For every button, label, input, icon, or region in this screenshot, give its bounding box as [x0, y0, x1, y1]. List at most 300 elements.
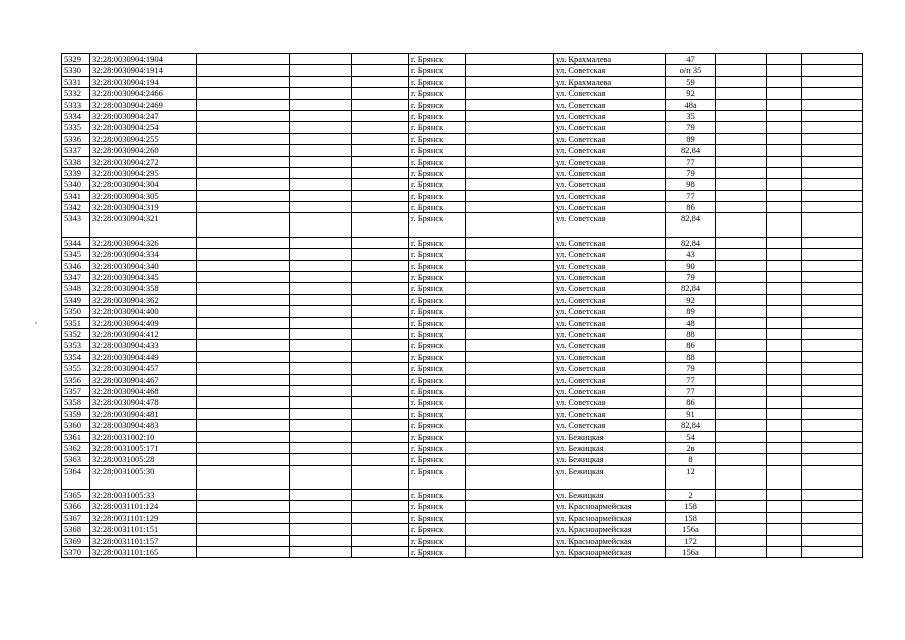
table-row — [62, 272, 863, 283]
empty-cell — [290, 179, 352, 190]
city-cell: г. Брянск — [409, 54, 466, 65]
empty-cell — [716, 54, 767, 65]
house-number-cell: 82,84 — [666, 237, 716, 248]
empty-cell — [197, 237, 290, 248]
empty-cell — [716, 260, 767, 271]
table-row — [62, 249, 863, 260]
empty-cell — [290, 156, 352, 167]
street-cell: ул. Советская — [554, 99, 666, 110]
empty-cell — [716, 122, 767, 133]
empty-cell — [802, 454, 863, 465]
empty-cell — [290, 328, 352, 339]
empty-cell — [352, 306, 409, 317]
empty-cell — [290, 442, 352, 453]
empty-cell — [767, 213, 802, 237]
empty-cell — [197, 54, 290, 65]
empty-cell — [466, 260, 554, 271]
empty-cell — [802, 524, 863, 535]
house-number-cell: 77 — [666, 156, 716, 167]
row-number-cell: 5350 — [62, 306, 90, 317]
street-cell: ул. Советская — [554, 213, 666, 237]
house-number-cell: 89 — [666, 306, 716, 317]
empty-cell — [802, 260, 863, 271]
house-number-cell: 172 — [666, 535, 716, 546]
cadastral-number-cell: 32:28:0030904:449 — [90, 351, 197, 362]
empty-cell — [802, 190, 863, 201]
empty-cell — [802, 363, 863, 374]
empty-cell — [466, 99, 554, 110]
table-row — [62, 294, 863, 305]
empty-cell — [466, 465, 554, 489]
empty-cell — [466, 110, 554, 121]
table-row — [62, 237, 863, 248]
empty-cell — [466, 283, 554, 294]
street-cell: ул. Советская — [554, 328, 666, 339]
table-row — [62, 454, 863, 465]
empty-cell — [290, 99, 352, 110]
empty-cell — [716, 213, 767, 237]
empty-cell — [197, 454, 290, 465]
empty-cell — [290, 294, 352, 305]
empty-cell — [290, 145, 352, 156]
house-number-cell: 77 — [666, 190, 716, 201]
row-number-cell: 5368 — [62, 524, 90, 535]
empty-cell — [197, 328, 290, 339]
house-number-cell: 77 — [666, 385, 716, 396]
empty-cell — [290, 535, 352, 546]
city-cell: г. Брянск — [409, 122, 466, 133]
empty-cell — [767, 156, 802, 167]
empty-cell — [466, 54, 554, 65]
empty-cell — [466, 524, 554, 535]
empty-cell — [290, 351, 352, 362]
city-cell: г. Брянск — [409, 76, 466, 87]
empty-cell — [767, 202, 802, 213]
empty-cell — [802, 110, 863, 121]
house-number-cell: 79 — [666, 167, 716, 178]
row-number-cell: 5361 — [62, 431, 90, 442]
empty-cell — [352, 156, 409, 167]
empty-cell — [466, 237, 554, 248]
table-row — [62, 110, 863, 121]
empty-cell — [197, 535, 290, 546]
cadastral-number-cell: 32:28:0031101:157 — [90, 535, 197, 546]
table-row — [62, 260, 863, 271]
street-cell: ул. Советская — [554, 408, 666, 419]
empty-cell — [767, 260, 802, 271]
empty-cell — [767, 442, 802, 453]
empty-cell — [352, 490, 409, 501]
city-cell: г. Брянск — [409, 133, 466, 144]
house-number-cell: 48а — [666, 99, 716, 110]
city-cell: г. Брянск — [409, 167, 466, 178]
empty-cell — [767, 317, 802, 328]
street-cell: ул. Советская — [554, 190, 666, 201]
empty-cell — [197, 408, 290, 419]
empty-cell — [352, 374, 409, 385]
empty-cell — [197, 167, 290, 178]
empty-cell — [197, 340, 290, 351]
row-number-cell: 5335 — [62, 122, 90, 133]
empty-cell — [802, 54, 863, 65]
street-cell: ул. Советская — [554, 249, 666, 260]
empty-cell — [352, 351, 409, 362]
empty-cell — [802, 535, 863, 546]
cadastral-number-cell: 32:28:0030904:321 — [90, 213, 197, 237]
table-row — [62, 54, 863, 65]
cadastral-number-cell: 32:28:0030904:362 — [90, 294, 197, 305]
street-cell: ул. Советская — [554, 363, 666, 374]
table-row — [62, 133, 863, 144]
empty-cell — [352, 454, 409, 465]
empty-cell — [767, 363, 802, 374]
empty-cell — [466, 363, 554, 374]
empty-cell — [352, 524, 409, 535]
empty-cell — [716, 317, 767, 328]
empty-cell — [197, 88, 290, 99]
empty-cell — [466, 535, 554, 546]
empty-cell — [352, 110, 409, 121]
empty-cell — [197, 431, 290, 442]
table-row — [62, 512, 863, 523]
table-row — [62, 179, 863, 190]
empty-cell — [197, 420, 290, 431]
house-number-cell: 86 — [666, 397, 716, 408]
empty-cell — [352, 465, 409, 489]
empty-cell — [290, 340, 352, 351]
empty-cell — [802, 431, 863, 442]
row-number-cell: 5339 — [62, 167, 90, 178]
empty-cell — [352, 431, 409, 442]
table-row — [62, 363, 863, 374]
empty-cell — [767, 490, 802, 501]
registry-rows — [62, 54, 863, 558]
empty-cell — [767, 88, 802, 99]
empty-cell — [290, 237, 352, 248]
empty-cell — [466, 249, 554, 260]
empty-cell — [716, 237, 767, 248]
empty-cell — [767, 190, 802, 201]
empty-cell — [767, 374, 802, 385]
row-number-cell: 5344 — [62, 237, 90, 248]
empty-cell — [197, 213, 290, 237]
empty-cell — [767, 110, 802, 121]
table-row — [62, 167, 863, 178]
empty-cell — [716, 88, 767, 99]
empty-cell — [352, 547, 409, 558]
table-row — [62, 88, 863, 99]
empty-cell — [716, 249, 767, 260]
empty-cell — [290, 202, 352, 213]
empty-cell — [716, 133, 767, 144]
empty-cell — [466, 374, 554, 385]
empty-cell — [290, 547, 352, 558]
empty-cell — [767, 351, 802, 362]
cadastral-number-cell: 32:28:0030904:334 — [90, 249, 197, 260]
street-cell: ул. Красноармейская — [554, 512, 666, 523]
empty-cell — [716, 490, 767, 501]
street-cell: ул. Советская — [554, 374, 666, 385]
street-cell: ул. Бежицкая — [554, 431, 666, 442]
empty-cell — [802, 306, 863, 317]
street-cell: ул. Советская — [554, 88, 666, 99]
empty-cell — [466, 547, 554, 558]
cadastral-number-cell: 32:28:0030904:304 — [90, 179, 197, 190]
house-number-cell: 88 — [666, 328, 716, 339]
empty-cell — [767, 454, 802, 465]
house-number-cell: 92 — [666, 294, 716, 305]
house-number-cell: 77 — [666, 374, 716, 385]
empty-cell — [290, 133, 352, 144]
table-row — [62, 420, 863, 431]
table-row — [62, 202, 863, 213]
row-number-cell: 5366 — [62, 501, 90, 512]
house-number-cell: 2 — [666, 490, 716, 501]
empty-cell — [716, 179, 767, 190]
empty-cell — [352, 385, 409, 396]
empty-cell — [352, 237, 409, 248]
empty-cell — [716, 110, 767, 121]
empty-cell — [767, 465, 802, 489]
empty-cell — [197, 156, 290, 167]
city-cell: г. Брянск — [409, 385, 466, 396]
empty-cell — [290, 167, 352, 178]
row-number-cell: 5333 — [62, 99, 90, 110]
empty-cell — [466, 294, 554, 305]
empty-cell — [466, 385, 554, 396]
house-number-cell: 158 — [666, 512, 716, 523]
table-row — [62, 351, 863, 362]
city-cell: г. Брянск — [409, 249, 466, 260]
table-row — [62, 490, 863, 501]
table-row — [62, 145, 863, 156]
cadastral-number-cell: 32:28:0030904:272 — [90, 156, 197, 167]
house-number-cell: 59 — [666, 76, 716, 87]
table-row — [62, 328, 863, 339]
empty-cell — [802, 88, 863, 99]
street-cell: ул. Советская — [554, 65, 666, 76]
row-number-cell: 5357 — [62, 385, 90, 396]
house-number-cell: 54 — [666, 431, 716, 442]
table-row — [62, 317, 863, 328]
street-cell: ул. Советская — [554, 420, 666, 431]
cadastral-number-cell: 32:28:0030904:478 — [90, 397, 197, 408]
empty-cell — [197, 397, 290, 408]
empty-cell — [352, 294, 409, 305]
house-number-cell: 79 — [666, 363, 716, 374]
street-cell: ул. Крахмалева — [554, 76, 666, 87]
empty-cell — [767, 99, 802, 110]
cadastral-number-cell: 32:28:0030904:2466 — [90, 88, 197, 99]
empty-cell — [802, 122, 863, 133]
row-number-cell: 5329 — [62, 54, 90, 65]
city-cell: г. Брянск — [409, 283, 466, 294]
empty-cell — [767, 122, 802, 133]
empty-cell — [802, 501, 863, 512]
empty-cell — [466, 454, 554, 465]
row-number-cell: 5330 — [62, 65, 90, 76]
cadastral-number-cell: 32:28:0030904:412 — [90, 328, 197, 339]
row-number-cell: 5353 — [62, 340, 90, 351]
street-cell: ул. Советская — [554, 306, 666, 317]
empty-cell — [716, 156, 767, 167]
cadastral-number-cell: 32:28:0030904:255 — [90, 133, 197, 144]
row-number-cell: 5332 — [62, 88, 90, 99]
empty-cell — [767, 385, 802, 396]
street-cell: ул. Советская — [554, 340, 666, 351]
cadastral-number-cell: 32:28:0030904:457 — [90, 363, 197, 374]
cadastral-number-cell: 32:28:0030904:2469 — [90, 99, 197, 110]
table-row — [62, 501, 863, 512]
house-number-cell: 86 — [666, 202, 716, 213]
empty-cell — [466, 408, 554, 419]
empty-cell — [290, 272, 352, 283]
street-cell: ул. Красноармейская — [554, 501, 666, 512]
empty-cell — [802, 283, 863, 294]
street-cell: ул. Советская — [554, 351, 666, 362]
empty-cell — [197, 99, 290, 110]
empty-cell — [716, 145, 767, 156]
city-cell: г. Брянск — [409, 490, 466, 501]
city-cell: г. Брянск — [409, 524, 466, 535]
table-row — [62, 306, 863, 317]
empty-cell — [290, 54, 352, 65]
row-number-cell: 5347 — [62, 272, 90, 283]
empty-cell — [802, 202, 863, 213]
empty-cell — [352, 408, 409, 419]
empty-cell — [767, 65, 802, 76]
empty-cell — [802, 512, 863, 523]
empty-cell — [352, 202, 409, 213]
empty-cell — [352, 512, 409, 523]
house-number-cell: 91 — [666, 408, 716, 419]
empty-cell — [466, 76, 554, 87]
city-cell: г. Брянск — [409, 237, 466, 248]
empty-cell — [290, 408, 352, 419]
table-row — [62, 190, 863, 201]
empty-cell — [197, 317, 290, 328]
empty-cell — [802, 442, 863, 453]
empty-cell — [197, 547, 290, 558]
street-cell: ул. Красноармейская — [554, 524, 666, 535]
city-cell: г. Брянск — [409, 340, 466, 351]
empty-cell — [716, 202, 767, 213]
row-number-cell: 5369 — [62, 535, 90, 546]
street-cell: ул. Советская — [554, 397, 666, 408]
empty-cell — [466, 133, 554, 144]
empty-cell — [352, 179, 409, 190]
empty-cell — [716, 374, 767, 385]
empty-cell — [466, 156, 554, 167]
cadastral-number-cell: 32:28:0030904:409 — [90, 317, 197, 328]
empty-cell — [352, 442, 409, 453]
empty-cell — [716, 431, 767, 442]
street-cell: ул. Советская — [554, 110, 666, 121]
cadastral-number-cell: 32:28:0031005:171 — [90, 442, 197, 453]
empty-cell — [197, 374, 290, 385]
empty-cell — [352, 260, 409, 271]
empty-cell — [352, 213, 409, 237]
street-cell: ул. Советская — [554, 385, 666, 396]
empty-cell — [197, 249, 290, 260]
city-cell: г. Брянск — [409, 351, 466, 362]
table-row — [62, 374, 863, 385]
empty-cell — [716, 283, 767, 294]
empty-cell — [466, 317, 554, 328]
empty-cell — [767, 306, 802, 317]
empty-cell — [466, 145, 554, 156]
empty-cell — [352, 122, 409, 133]
house-number-cell: 79 — [666, 272, 716, 283]
cadastral-number-cell: 32:28:0030904:194 — [90, 76, 197, 87]
city-cell: г. Брянск — [409, 408, 466, 419]
empty-cell — [802, 317, 863, 328]
empty-cell — [716, 397, 767, 408]
street-cell: ул. Советская — [554, 283, 666, 294]
empty-cell — [802, 65, 863, 76]
street-cell: ул. Советская — [554, 260, 666, 271]
table-row — [62, 340, 863, 351]
empty-cell — [352, 167, 409, 178]
house-number-cell: 92 — [666, 88, 716, 99]
row-number-cell: 5352 — [62, 328, 90, 339]
empty-cell — [290, 374, 352, 385]
cadastral-number-cell: 32:28:0030904:1914 — [90, 65, 197, 76]
empty-cell — [716, 99, 767, 110]
street-cell: ул. Красноармейская — [554, 547, 666, 558]
empty-cell — [767, 524, 802, 535]
empty-cell — [466, 213, 554, 237]
empty-cell — [290, 283, 352, 294]
empty-cell — [197, 442, 290, 453]
table-row — [62, 122, 863, 133]
table-row — [62, 408, 863, 419]
city-cell: г. Брянск — [409, 190, 466, 201]
empty-cell — [352, 317, 409, 328]
empty-cell — [767, 512, 802, 523]
empty-cell — [802, 237, 863, 248]
city-cell: г. Брянск — [409, 110, 466, 121]
city-cell: г. Брянск — [409, 442, 466, 453]
empty-cell — [716, 351, 767, 362]
house-number-cell: 88 — [666, 351, 716, 362]
table-row — [62, 213, 863, 237]
row-number-cell: 5359 — [62, 408, 90, 419]
row-number-cell: 5351 — [62, 317, 90, 328]
empty-cell — [197, 272, 290, 283]
row-number-cell: 5367 — [62, 512, 90, 523]
empty-cell — [802, 408, 863, 419]
empty-cell — [466, 65, 554, 76]
street-cell: ул. Крахмалева — [554, 54, 666, 65]
empty-cell — [716, 547, 767, 558]
empty-cell — [802, 156, 863, 167]
empty-cell — [802, 76, 863, 87]
row-number-cell: 5342 — [62, 202, 90, 213]
empty-cell — [716, 328, 767, 339]
empty-cell — [802, 179, 863, 190]
empty-cell — [197, 465, 290, 489]
city-cell: г. Брянск — [409, 397, 466, 408]
row-number-cell: 5363 — [62, 454, 90, 465]
empty-cell — [290, 317, 352, 328]
empty-cell — [197, 260, 290, 271]
empty-cell — [466, 340, 554, 351]
house-number-cell: 156а — [666, 547, 716, 558]
row-number-cell: 5336 — [62, 133, 90, 144]
empty-cell — [802, 420, 863, 431]
empty-cell — [352, 363, 409, 374]
